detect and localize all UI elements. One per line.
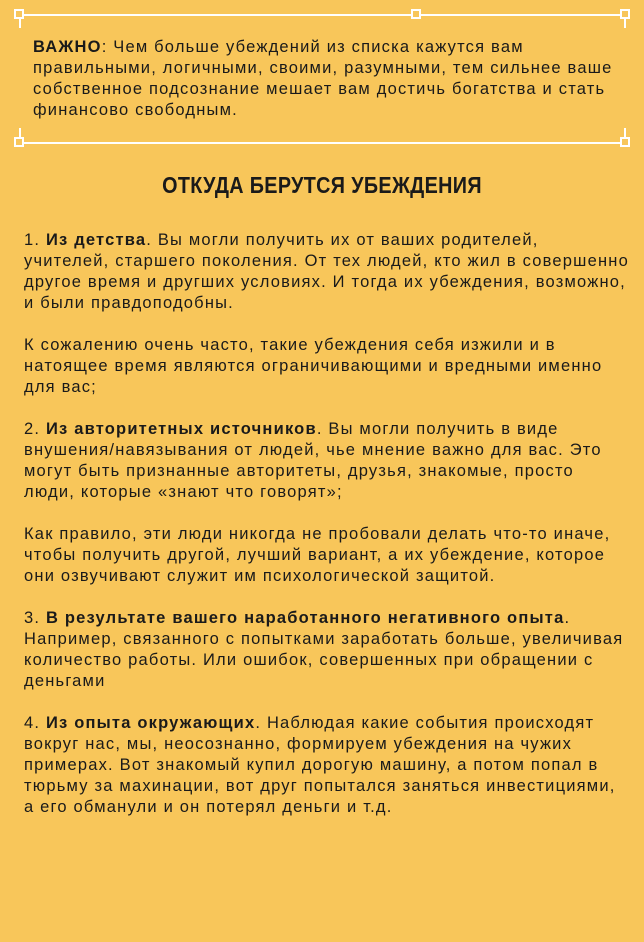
paragraph-4 (24, 524, 629, 587)
section-heading: ОТКУДА БЕРУТСЯ УБЕЖДЕНИЯ (162, 172, 482, 198)
paragraph-5 (24, 608, 629, 692)
item-text: Как правило, эти люди никогда не пробовали делать что-то иначе, чтобы получить другой, лучший вариант, а их убеждение, которое они озвучивают служит им психологической защитой. (24, 525, 611, 585)
item-text: . Например, связанного с попытками заработать больше, увеличивая количество работы. Или ошибок, совершенных при обращении с деньгами (24, 609, 624, 690)
item-text: . Вы могли получить в виде внушения/навязывания от людей, чье мнение важно для вас. Это могут быть признанные авторитеты, друзья, знакомые, просто люди, которые «знают что говорят»; (24, 420, 602, 501)
callout-body: : Чем больше убеждений из списка кажутся вам правильными, логичными, своими, разумными, тем сильнее ваше собственное подсознание мешает вам достичь богатства и стать финансово свободным. (33, 38, 613, 119)
item-title: Из авторитетных источников (45, 420, 317, 438)
corner-handle-top-right (620, 9, 630, 19)
callout-top-line (14, 14, 630, 16)
item-title: Из опыта окружающих (45, 714, 256, 732)
callout-text (33, 37, 623, 121)
item-title: В результате вашего наработанного негативного опыта (45, 609, 565, 627)
corner-handle-bottom-left (14, 137, 24, 147)
important-callout (0, 0, 644, 150)
paragraph-1 (24, 230, 629, 314)
callout-bottom-line (14, 142, 630, 144)
item-text: К сожалению очень часто, такие убеждения себя изжили и в натоящее время являются ограничивающими и вредными именно для вас; (24, 336, 603, 396)
corner-handle-bottom-right (620, 137, 630, 147)
item-title: Из детства (45, 231, 147, 249)
mid-handle-top (411, 9, 421, 19)
paragraph-3 (24, 419, 629, 503)
paragraph-2 (24, 335, 629, 398)
item-number: 4. (24, 714, 46, 732)
article-body (24, 230, 629, 839)
item-number: 2. (24, 420, 46, 438)
item-number: 3. (24, 609, 46, 627)
item-text: . Вы могли получить их от ваших родителей, учителей, старшего поколения. От тех людей, кто жил в совершенно другое время и другших условиях. И тогда их убеждения, возможно, и были правдоподобны. (24, 231, 629, 312)
callout-label: ВАЖНО (33, 38, 102, 56)
corner-handle-top-left (14, 9, 24, 19)
paragraph-6 (24, 713, 629, 818)
item-number: 1. (24, 231, 46, 249)
item-text: . Наблюдая какие события происходят вокруг нас, мы, неосознанно, формируем убеждения на чужих примерах. Вот знакомый купил дорогую машину, а потом попал в тюрьму за махинации, вот друг попытался заняться инвестициями, а его обманули и он потерял деньги и т.д. (24, 714, 616, 816)
